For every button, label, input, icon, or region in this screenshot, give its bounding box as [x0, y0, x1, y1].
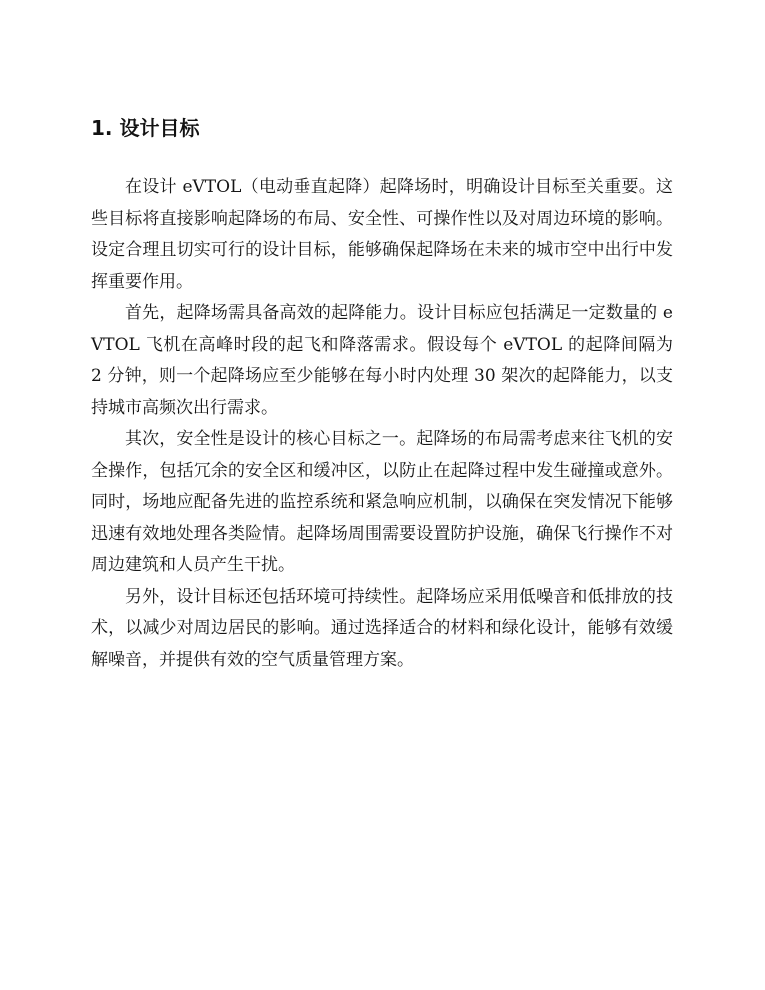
paragraph-safety: 其次，安全性是设计的核心目标之一。起降场的布局需考虑来往飞机的安全操作，包括冗余的安全区和缓冲区，以防止在起降过程中发生碰撞或意外。同时，场地应配备先进的监控系统和紧急响应机制，以确保在突发情况下能够迅速有效地处理各类险情。起降场周围需要设置防护设施，确保飞行操作不对周边建筑和人员产生干扰。 — [91, 429, 673, 575]
section-body — [91, 172, 673, 676]
paragraph-intro: 在设计 eVTOL（电动垂直起降）起降场时，明确设计目标至关重要。这些目标将直接影响起降场的布局、安全性、可操作性以及对周边环境的影响。设定合理且切实可行的设计目标，能够确保起降场在未来的城市空中出行中发挥重要作用。 — [91, 177, 673, 292]
paragraph-environment: 另外，设计目标还包括环境可持续性。起降场应采用低噪音和低排放的技术，以减少对周边居民的影响。通过选择适合的材料和绿化设计，能够有效缓解噪音，并提供有效的空气质量管理方案。 — [91, 586, 673, 670]
paragraph-capacity: 首先，起降场需具备高效的起降能力。设计目标应包括满足一定数量的 eVTOL 飞机在高峰时段的起飞和降落需求。假设每个 eVTOL 的起降间隔为 2 分钟，则一个起降场应至少能够在每小时内处理 30 架次的起降能力，以支持城市高频次出行需求。 — [91, 303, 673, 418]
section-heading: 1. 设计目标 — [91, 116, 200, 140]
